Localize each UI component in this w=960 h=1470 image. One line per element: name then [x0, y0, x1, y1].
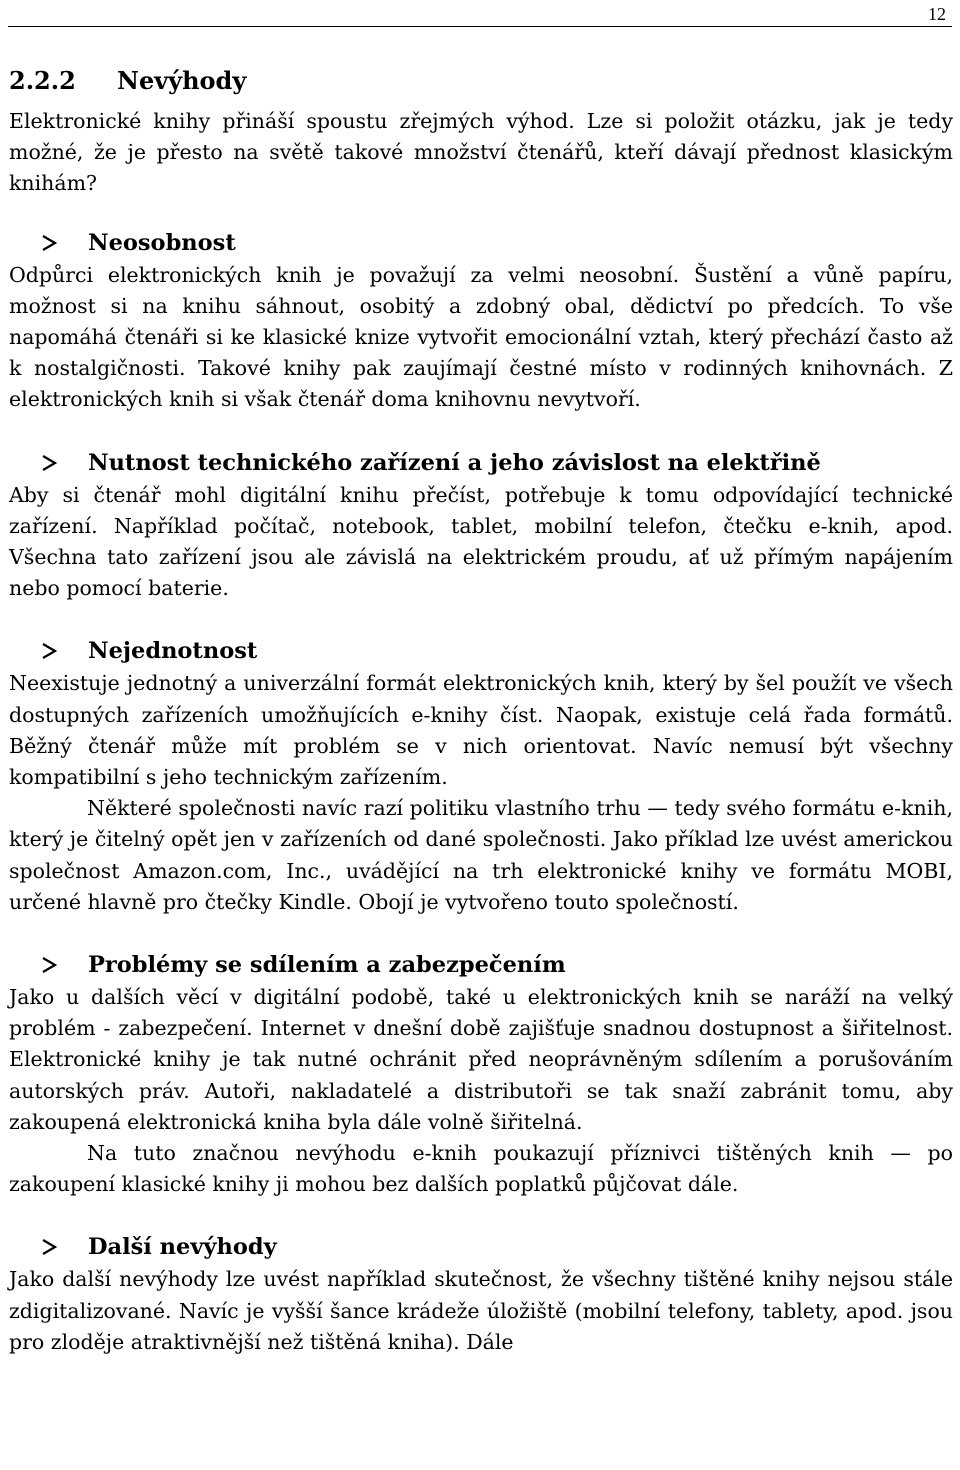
paragraph: Na tuto značnou nevýhodu e-knih poukazují příznivci tištěných knih — po zakoupení klasické knihy ji mohou bez dalších poplatků půjčovat dále.	[9, 1141, 953, 1197]
bullet-heading-nutnost	[9, 446, 953, 480]
arrow-bullet-icon	[9, 634, 88, 668]
arrow-bullet-icon	[9, 948, 88, 982]
bullet-heading-label: Nutnost technického zařízení a jeho závislost na elektřině	[88, 449, 821, 476]
paragraph: Odpůrci elektronických knih je považují za velmi neosobní. Šustění a vůně papíru, možnost si na knihu sáhnout, osobitý a zdobný obal, dědictví po předcích. To vše napomáhá čtenáři si ke klasické knize vytvořit emocionální vztah, který přechází často až k nostalgičnosti. Takové knihy pak zaujímají čestné místo v rodinných knihovnách. Z elektronických knih si však čtenář doma knihovnu nevytvoří.	[9, 262, 953, 412]
section-heading	[9, 64, 953, 98]
intro-paragraph: Elektronické knihy přináší spoustu zřejmých výhod. Lze si položit otázku, jak je tedy možné, že je přesto na světě takové množství čtenářů, kteří dávají přednost klasickým knihám?	[9, 109, 953, 196]
page-number: 12	[928, 4, 946, 24]
bullet-heading-problemy	[9, 948, 953, 982]
paragraph: Jako u dalších věcí v digitální podobě, také u elektronických knih se naráží na velký problém - zabezpečení. Internet v dnešní době zajišťuje snadnou dostupnost a šiřitelnost. Elektronické knihy je tak nutné ochránit před neoprávněným sdílením a porušováním autorských práv. Autoři, nakladatelé a distributoři se tak snaží zabránit tomu, aby zakoupená elektronická kniha byla dále volně šiřitelná.	[9, 985, 953, 1134]
paragraph: Aby si čtenář mohl digitální knihu přečíst, potřebuje k tomu odpovídající technické zařízení. Například počítač, notebook, tablet, mobilní telefon, čtečku e-knih, apod. Všechna tato zařízení jsou ale závislá na elektrickém proudu, ať už přímým napájením nebo pomocí baterie.	[9, 482, 953, 601]
bullet-heading-label: Neosobnost	[88, 229, 236, 256]
page-content	[9, 64, 953, 1358]
paragraph: Některé společnosti navíc razí politiku vlastního trhu — tedy svého formátu e-knih, který je čitelný opět jen v zařízeních od dané společnosti. Jako příklad lze uvést americkou společnost Amazon.com, Inc., uvádějící na trh elektronické knihy ve formátu MOBI, určené hlavně pro čtečky Kindle. Obojí je vytvořeno touto společností.	[9, 796, 953, 914]
arrow-bullet-icon	[9, 226, 88, 260]
section-title: Nevýhody	[117, 66, 247, 95]
section-number: 2.2.2	[9, 66, 76, 95]
bullet-heading-label: Problémy se sdílením a zabezpečením	[88, 952, 566, 979]
bullet-heading-nejednotnost	[9, 634, 953, 668]
bullet-heading-label: Další nevýhody	[88, 1234, 277, 1261]
bullet-heading-dalsi	[9, 1230, 953, 1264]
arrow-bullet-icon	[9, 446, 88, 480]
paragraph: Neexistuje jednotný a univerzální formát elektronických knih, který by šel použít ve všech dostupných zařízeních umožňujících e-knihy číst. Naopak, existuje celá řada formátů. Běžný čtenář může mít problém se v nich orientovat. Navíc nemusí být všechny kompatibilní s jeho technickým zařízením.	[9, 671, 953, 790]
arrow-bullet-icon	[9, 1230, 88, 1264]
bullet-heading-neosobnost	[9, 226, 953, 260]
bullet-heading-label: Nejednotnost	[88, 638, 258, 665]
page-header	[8, 0, 952, 27]
paragraph: Jako další nevýhody lze uvést například skutečnost, že všechny tištěné knihy nejsou stále zdigitalizované. Navíc je vyšší šance krádeže úložiště (mobilní telefony, tablety, apod. jsou pro zloděje atraktivnější než tištěná kniha). Dále	[9, 1267, 953, 1354]
